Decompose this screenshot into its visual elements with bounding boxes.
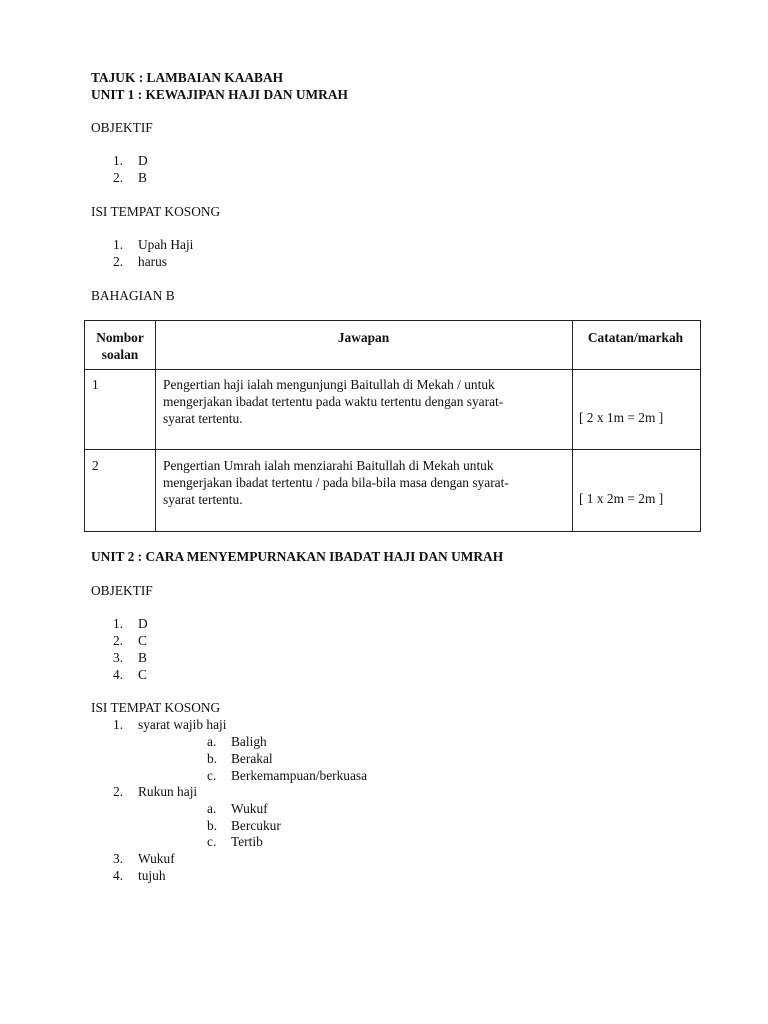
answer-line: Pengertian Umrah ialah menziarahi Baitullah di Mekah untuk: [163, 458, 494, 473]
row1-number: 1: [92, 377, 99, 392]
table-divider: [85, 369, 700, 370]
unit2-title: UNIT 2 : CARA MENYEMPURNAKAN IBADAT HAJI DAN UMRAH: [91, 549, 504, 564]
answer-line: Pengertian haji ialah mengunjungi Baitullah di Mekah / untuk: [163, 377, 495, 392]
header-catatan-markah: Catatan/markah: [587, 330, 684, 345]
header-text: soalan: [101, 347, 139, 362]
list-item: C: [138, 667, 147, 682]
list-item: D: [138, 153, 148, 168]
list-item: harus: [138, 254, 168, 269]
sub-letter: c.: [207, 768, 217, 783]
list-number: 1.: [113, 237, 124, 252]
row2-mark: [ 1 x 2m = 2m ]: [579, 491, 664, 506]
unit2-isi-heading: ISI TEMPAT KOSONG: [91, 700, 221, 715]
list-item: Wukuf: [138, 851, 175, 866]
answer-line: syarat tertentu.: [163, 411, 243, 426]
list-item: Upah Haji: [138, 237, 194, 252]
row2-answer: [163, 457, 509, 508]
list-number: 2.: [113, 254, 124, 269]
list-item: Rukun haji: [138, 784, 198, 799]
answer-table: [84, 320, 701, 532]
sub-letter: a.: [207, 734, 217, 749]
sub-item: Berakal: [231, 751, 273, 766]
row1-mark: [ 2 x 1m = 2m ]: [579, 410, 664, 425]
list-number: 2.: [113, 633, 124, 648]
document-title: TAJUK : LAMBAIAN KAABAH: [91, 70, 284, 85]
list-number: 4.: [113, 667, 124, 682]
list-item: D: [138, 616, 148, 631]
table-divider: [155, 321, 156, 531]
sub-item: Tertib: [231, 834, 263, 849]
row2-number: 2: [92, 458, 99, 473]
list-number: 3.: [113, 851, 124, 866]
list-item: C: [138, 633, 147, 648]
list-item: tujuh: [138, 868, 166, 883]
list-number: 1.: [113, 616, 124, 631]
list-item: B: [138, 650, 147, 665]
sub-item: Baligh: [231, 734, 267, 749]
list-item: B: [138, 170, 147, 185]
list-number: 4.: [113, 868, 124, 883]
list-number: 2.: [113, 784, 124, 799]
sub-item: Berkemampuan/berkuasa: [231, 768, 368, 783]
answer-line: mengerjakan ibadat tertentu pada waktu tertentu dengan syarat-: [163, 394, 504, 409]
unit1-objektif-heading: OBJEKTIF: [91, 120, 153, 135]
list-number: 3.: [113, 650, 124, 665]
table-divider: [572, 321, 573, 531]
answer-line: mengerjakan ibadat tertentu / pada bila-bila masa dengan syarat-: [163, 475, 509, 490]
sub-letter: a.: [207, 801, 217, 816]
sub-letter: c.: [207, 834, 217, 849]
unit1-title: UNIT 1 : KEWAJIPAN HAJI DAN UMRAH: [91, 87, 348, 102]
header-text: Nombor: [96, 330, 144, 345]
list-number: 1.: [113, 153, 124, 168]
sub-letter: b.: [207, 751, 218, 766]
sub-letter: b.: [207, 818, 218, 833]
unit2-objektif-heading: OBJEKTIF: [91, 583, 153, 598]
row1-answer: [163, 376, 503, 427]
list-number: 1.: [113, 717, 124, 732]
unit1-isi-heading: ISI TEMPAT KOSONG: [91, 204, 221, 219]
bahagian-b-heading: BAHAGIAN B: [91, 288, 175, 303]
sub-item: Bercukur: [231, 818, 281, 833]
table-divider: [85, 449, 700, 450]
list-number: 2.: [113, 170, 124, 185]
header-jawapan: Jawapan: [337, 330, 390, 345]
answer-line: syarat tertentu.: [163, 492, 243, 507]
sub-item: Wukuf: [231, 801, 268, 816]
header-nombor-soalan: [85, 329, 155, 363]
list-item: syarat wajib haji: [138, 717, 227, 732]
